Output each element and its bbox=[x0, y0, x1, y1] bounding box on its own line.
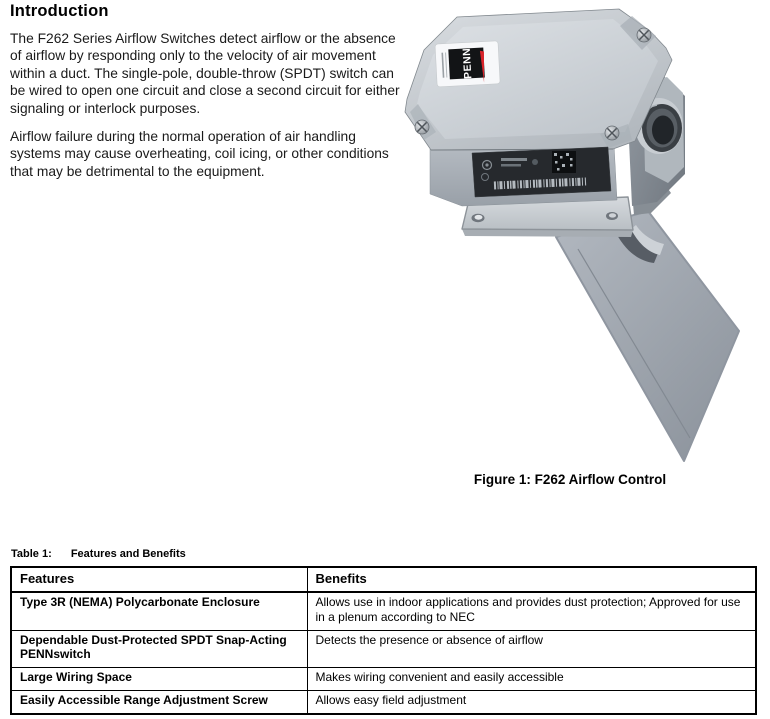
page-title: Introduction bbox=[10, 2, 109, 20]
benefit-cell: Detects the presence or absence of airflow bbox=[307, 630, 756, 668]
f262-device-illustration bbox=[400, 0, 770, 466]
features-benefits-section bbox=[10, 548, 757, 715]
table-row bbox=[11, 690, 756, 713]
figure-caption: Figure 1: F262 Airflow Control bbox=[473, 472, 667, 487]
qr-code-icon bbox=[552, 151, 576, 173]
column-header-features: Features bbox=[11, 567, 307, 592]
plate-hole-left bbox=[472, 214, 485, 222]
phillips-screw-icon bbox=[637, 28, 651, 42]
column-header-benefits: Benefits bbox=[307, 567, 756, 592]
feature-cell: Type 3R (NEMA) Polycarbonate Enclosure bbox=[11, 592, 307, 630]
penn-brand-label bbox=[435, 41, 500, 87]
table-caption-label: Table 1: bbox=[11, 548, 52, 560]
product-info-label bbox=[472, 147, 611, 197]
features-benefits-table bbox=[10, 566, 757, 715]
benefit-cell: Allows easy field adjustment bbox=[307, 690, 756, 713]
feature-cell: Easily Accessible Range Adjustment Screw bbox=[11, 690, 307, 713]
table-row bbox=[11, 592, 756, 630]
table-row bbox=[11, 668, 756, 691]
brand-text: PENN bbox=[460, 47, 475, 80]
benefit-cell: Makes wiring convenient and easily accessible bbox=[307, 668, 756, 691]
intro-paragraph-1: The F262 Series Airflow Switches detect airflow or the absence of airflow by responding only to the velocity of air movement within a duct. The single-pole, double-throw (SPDT) switch can be wired to open one circuit and close a second circuit for either signaling or interlock purposes. bbox=[10, 31, 400, 116]
figure-1 bbox=[400, 0, 770, 487]
intro-section bbox=[10, 2, 400, 191]
benefit-cell: Allows use in indoor applications and provides dust protection; Approved for use in a plenum according to NEC bbox=[307, 592, 756, 630]
table-header-row bbox=[11, 567, 756, 592]
table-row bbox=[11, 630, 756, 668]
barcode-icon bbox=[494, 182, 586, 186]
phillips-screw-icon bbox=[605, 126, 619, 140]
table-caption-title: Features and Benefits bbox=[70, 548, 186, 560]
feature-cell: Dependable Dust-Protected SPDT Snap-Acting PENNswitch bbox=[11, 630, 307, 668]
feature-cell: Large Wiring Space bbox=[11, 668, 307, 691]
plate-hole-right bbox=[606, 212, 618, 220]
phillips-screw-icon bbox=[415, 120, 429, 134]
table-caption bbox=[11, 548, 757, 560]
intro-paragraph-2: Airflow failure during the normal operation of air handling systems may cause overheating, coil icing, or other conditions that may be detrimental to the equipment. bbox=[10, 129, 389, 179]
